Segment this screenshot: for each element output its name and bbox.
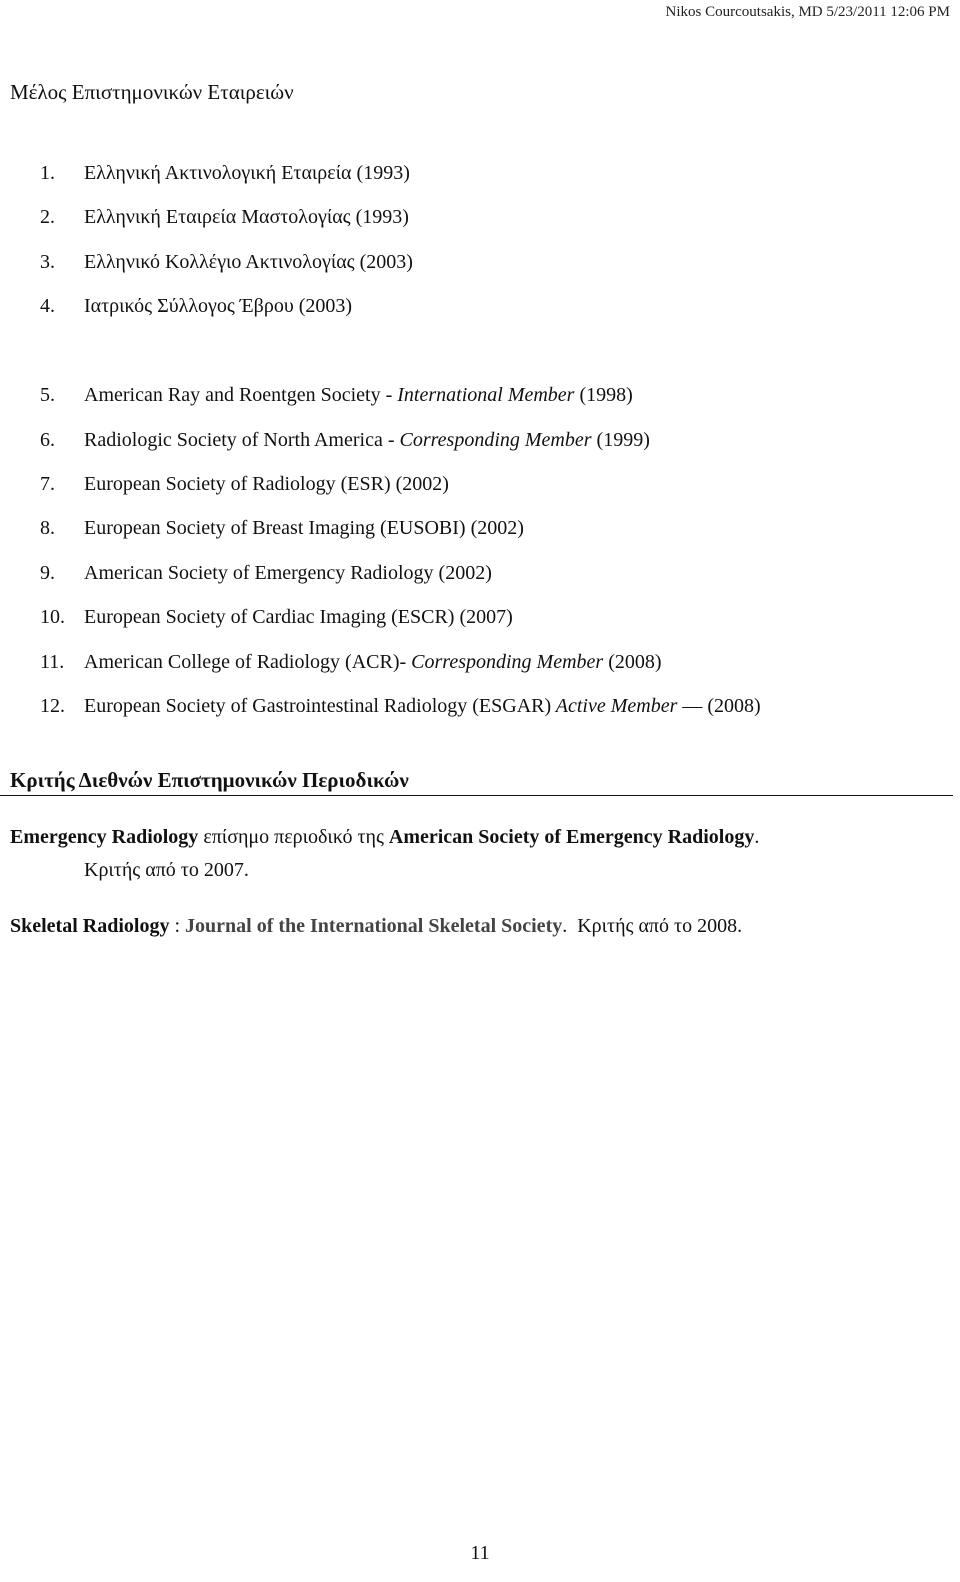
punctuation: : xyxy=(169,915,186,937)
society-name: American Society of Emergency Radiology xyxy=(388,826,755,848)
membership-year: (1993) xyxy=(350,206,409,228)
separator: - xyxy=(382,429,400,451)
membership-year: (2007) xyxy=(454,606,513,628)
membership-year: (2008) xyxy=(603,651,662,673)
membership-role: Active Member xyxy=(551,695,678,717)
item-number: 6. xyxy=(40,429,55,451)
membership-year: (2002) xyxy=(390,473,449,495)
journal-description: Journal of the International Skeletal Society xyxy=(185,915,563,937)
society-name: American College of Radiology (ACR)- xyxy=(84,651,407,673)
item-number: 8. xyxy=(40,517,55,539)
item-number: 2. xyxy=(40,206,55,228)
society-abbreviation: (ESR) xyxy=(335,473,391,495)
item-number: 5. xyxy=(40,384,55,406)
punctuation: . xyxy=(562,915,568,937)
membership-year: (1993) xyxy=(351,162,410,184)
society-name: Radiologic Society of North America xyxy=(84,429,383,451)
society-name: European Society of Gastrointestinal Radiology (ESGAR) xyxy=(84,695,552,717)
society-abbreviation: (EUSOBI) xyxy=(375,517,466,539)
reviewer-since: Κριτής από το 2008. xyxy=(567,915,743,937)
society-name: European Society of Radiology xyxy=(84,473,336,495)
item-number: 12. xyxy=(40,695,65,717)
item-number: 3. xyxy=(40,251,55,273)
journal-name: Emergency Radiology xyxy=(10,826,199,848)
membership-year: (2002) xyxy=(465,517,524,539)
society-name: Ελληνικό Κολλέγιο Ακτινολογίας xyxy=(84,251,355,273)
item-number: 7. xyxy=(40,473,55,495)
section-divider xyxy=(0,795,953,796)
society-name: European Society of Breast Imaging xyxy=(84,517,376,539)
journal-description: επίσημο περιοδικό της xyxy=(198,826,389,848)
membership-year: (2003) xyxy=(293,295,353,317)
item-number: 9. xyxy=(40,562,55,584)
reviewer-section-title: Κριτής Διεθνών Επιστημονικών Περιοδικών xyxy=(10,768,409,792)
journal-name: Skeletal Radiology xyxy=(10,915,170,937)
separator: - xyxy=(380,384,398,406)
document-header: Nikos Courcoutsakis, MD 5/23/2011 12:06 PM xyxy=(665,4,950,20)
separator: — xyxy=(677,695,708,717)
society-name: Ιατρικός Σύλλογος Έβρου xyxy=(84,295,294,317)
membership-year: (1999) xyxy=(591,429,650,451)
membership-role: International Member xyxy=(397,384,575,406)
membership-year: (2002) xyxy=(433,562,492,584)
punctuation: . xyxy=(754,826,760,848)
membership-role: Corresponding Member xyxy=(406,651,604,673)
society-name: Ελληνική Ακτινολογική Εταιρεία xyxy=(84,162,352,184)
item-number: 11. xyxy=(40,651,65,673)
review-entry-skeletal-radiology xyxy=(10,915,742,938)
society-abbreviation: (ESCR) xyxy=(386,606,455,628)
review-entry-emergency-radiology xyxy=(10,826,759,849)
item-number: 1. xyxy=(40,162,55,184)
membership-role: Corresponding Member xyxy=(399,429,592,451)
item-number: 4. xyxy=(40,295,55,317)
item-number: 10. xyxy=(40,606,65,628)
membership-year: (1998) xyxy=(574,384,633,406)
society-name: American Ray and Roentgen Society xyxy=(84,384,381,406)
reviewer-since: Κριτής από το 2007. xyxy=(84,859,249,881)
membership-section-title: Μέλος Επιστημονικών Εταιρειών xyxy=(10,80,294,104)
society-name: Ελληνική Εταιρεία Μαστολογίας xyxy=(84,206,351,228)
society-name: American Society of Emergency Radiology xyxy=(84,562,434,584)
page-number: 11 xyxy=(470,1542,490,1564)
membership-year: (2008) xyxy=(707,695,761,717)
membership-year: (2003) xyxy=(354,251,413,273)
society-name: European Society of Cardiac Imaging xyxy=(84,606,387,628)
